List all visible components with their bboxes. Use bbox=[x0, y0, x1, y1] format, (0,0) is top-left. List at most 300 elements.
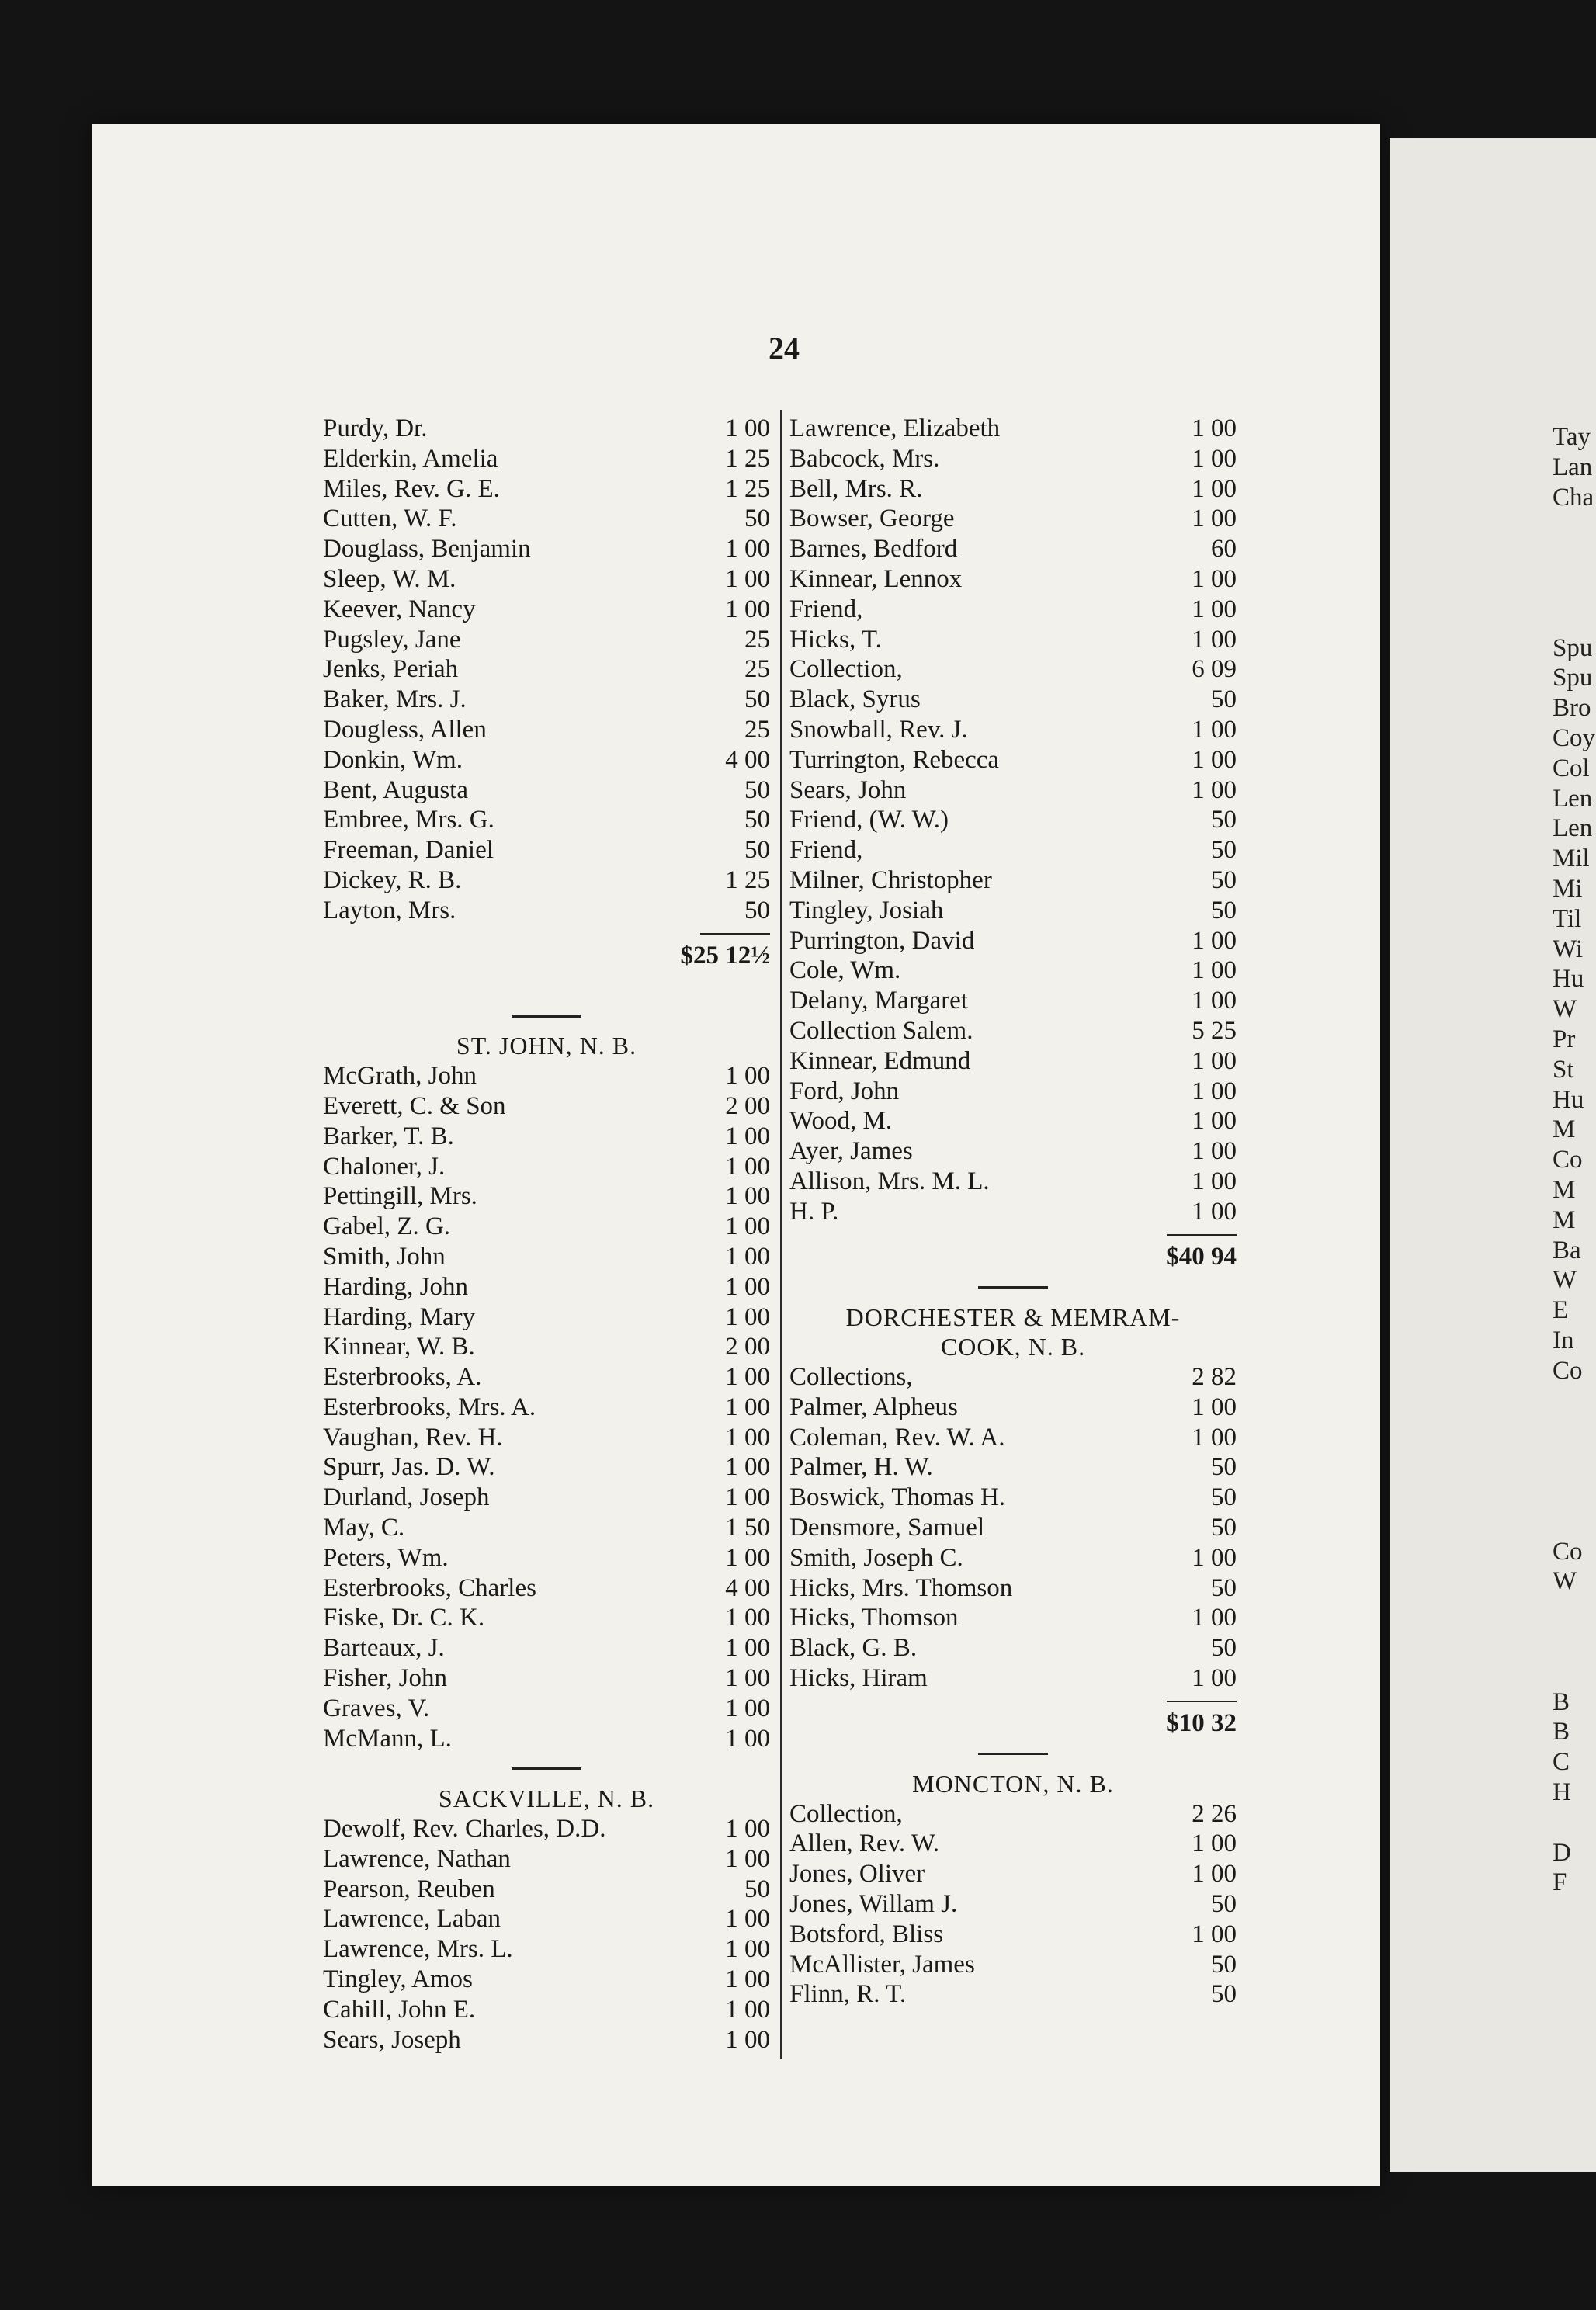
entry-amount: 1 00 bbox=[1192, 414, 1237, 442]
entry-amount: 50 bbox=[744, 685, 770, 714]
entry-amount: 1 00 bbox=[1192, 956, 1237, 985]
list-item bbox=[323, 1995, 770, 2025]
list-item bbox=[789, 1106, 1237, 1136]
adjacent-page-fragment: B bbox=[1553, 1718, 1570, 1746]
section-divider bbox=[789, 1272, 1237, 1302]
list-item bbox=[789, 1859, 1237, 1889]
list-item bbox=[323, 414, 770, 444]
page-number: 24 bbox=[769, 331, 800, 366]
entry-name: Tingley, Josiah bbox=[789, 896, 944, 924]
list-item bbox=[323, 1814, 770, 1844]
entry-name: Sears, John bbox=[789, 775, 907, 804]
adjacent-page-fragment: St bbox=[1553, 1055, 1574, 1084]
entry-amount: 50 bbox=[1211, 865, 1237, 894]
list-item bbox=[323, 1362, 770, 1393]
list-item bbox=[789, 1423, 1237, 1453]
entry-name: Barnes, Bedford bbox=[789, 535, 958, 564]
entry-amount: 4 00 bbox=[725, 1573, 770, 1602]
entry-amount: 6 09 bbox=[1192, 655, 1237, 684]
entry-name: Black, G. B. bbox=[789, 1634, 918, 1663]
entry-name: Harding, John bbox=[323, 1272, 468, 1301]
entry-amount: 25 bbox=[744, 625, 770, 654]
subtotal-rule bbox=[789, 1227, 1237, 1242]
entry-amount: 2 82 bbox=[1192, 1363, 1237, 1392]
entry-name: Vaughan, Rev. H. bbox=[323, 1423, 503, 1452]
adjacent-page-fragment: M bbox=[1553, 1176, 1576, 1204]
adjacent-page-fragment: Mil bbox=[1553, 845, 1590, 873]
entry-amount: 50 bbox=[744, 806, 770, 834]
entry-amount: 1 00 bbox=[1192, 926, 1237, 955]
adjacent-page-fragment: Col bbox=[1553, 754, 1590, 782]
entry-amount: 50 bbox=[1211, 685, 1237, 714]
entry-name: Black, Syrus bbox=[789, 685, 921, 714]
entry-amount: 50 bbox=[1211, 1950, 1237, 1979]
entry-amount: 1 00 bbox=[1192, 1664, 1237, 1693]
entry-amount: 1 00 bbox=[725, 564, 770, 593]
entry-amount: 1 00 bbox=[725, 1724, 770, 1753]
entry-amount: 50 bbox=[1211, 1980, 1237, 2009]
list-item bbox=[323, 1302, 770, 1333]
entry-amount: 1 00 bbox=[1192, 1393, 1237, 1421]
list-item bbox=[323, 1513, 770, 1543]
entry-name: Lawrence, Laban bbox=[323, 1905, 501, 1934]
entry-name: Smith, Joseph C. bbox=[789, 1543, 963, 1572]
list-item bbox=[323, 1573, 770, 1604]
list-item bbox=[323, 1603, 770, 1633]
entry-name: Esterbrooks, Mrs. A. bbox=[323, 1393, 536, 1421]
list-item bbox=[323, 534, 770, 564]
entry-name: Peters, Wm. bbox=[323, 1543, 449, 1572]
entry-name: Bent, Augusta bbox=[323, 775, 468, 804]
adjacent-page-fragment: E bbox=[1553, 1296, 1569, 1325]
list-item bbox=[789, 1483, 1237, 1513]
adjacent-page-fragment: Spu bbox=[1553, 633, 1593, 662]
list-item bbox=[789, 1077, 1237, 1107]
list-item bbox=[323, 564, 770, 595]
spacer bbox=[323, 971, 770, 1001]
entry-name: Lawrence, Nathan bbox=[323, 1844, 511, 1873]
adjacent-page-fragment: Len bbox=[1553, 784, 1593, 813]
adjacent-page-fragment: Hu bbox=[1553, 1085, 1584, 1114]
list-item bbox=[789, 775, 1237, 806]
list-item bbox=[323, 595, 770, 625]
list-item bbox=[789, 926, 1237, 956]
adjacent-page-fragment: D bbox=[1553, 1838, 1571, 1867]
adjacent-page-fragment: In bbox=[1553, 1327, 1574, 1354]
adjacent-page-fragment: Cha bbox=[1553, 483, 1594, 512]
entry-name: Fisher, John bbox=[323, 1664, 448, 1693]
entry-name: Wood, M. bbox=[789, 1107, 893, 1136]
list-item bbox=[789, 1167, 1237, 1197]
entry-name: Pugsley, Jane bbox=[323, 625, 461, 654]
list-item bbox=[323, 474, 770, 505]
entry-amount: 50 bbox=[744, 836, 770, 865]
list-item bbox=[323, 896, 770, 926]
entry-name: Durland, Joseph bbox=[323, 1483, 490, 1512]
list-item bbox=[789, 1362, 1237, 1393]
entry-name: Palmer, Alpheus bbox=[789, 1393, 958, 1421]
list-item bbox=[789, 414, 1237, 444]
entry-name: Gabel, Z. G. bbox=[323, 1212, 451, 1241]
adjacent-page-fragment: Mi bbox=[1553, 875, 1583, 903]
entry-amount: 1 00 bbox=[725, 1543, 770, 1572]
list-item bbox=[789, 595, 1237, 625]
entry-amount: 50 bbox=[1211, 1483, 1237, 1512]
entry-amount: 1 25 bbox=[725, 474, 770, 503]
list-item bbox=[323, 1663, 770, 1694]
list-item bbox=[323, 1181, 770, 1212]
entry-name: Barteaux, J. bbox=[323, 1634, 445, 1663]
entry-amount: 1 00 bbox=[1192, 1423, 1237, 1452]
entry-name: Hicks, Hiram bbox=[789, 1664, 928, 1693]
entry-amount: 2 00 bbox=[725, 1091, 770, 1120]
list-item bbox=[789, 1889, 1237, 1920]
list-item bbox=[323, 1091, 770, 1122]
list-item bbox=[789, 1452, 1237, 1483]
adjacent-page-fragment: W bbox=[1553, 995, 1577, 1024]
list-item bbox=[789, 1829, 1237, 1859]
left-group1-list bbox=[323, 414, 770, 926]
adjacent-page-fragment: M bbox=[1553, 1115, 1576, 1144]
moncton-list bbox=[789, 1799, 1237, 2010]
entry-name: Layton, Mrs. bbox=[323, 896, 456, 924]
list-item bbox=[789, 1543, 1237, 1573]
list-item bbox=[323, 1904, 770, 1934]
entry-name: Keever, Nancy bbox=[323, 595, 476, 623]
entry-name: Babcock, Mrs. bbox=[789, 444, 940, 473]
entry-name: Botsford, Bliss bbox=[789, 1920, 944, 1948]
list-item bbox=[323, 1272, 770, 1302]
list-item bbox=[789, 1979, 1237, 2010]
list-item bbox=[789, 986, 1237, 1016]
list-item bbox=[323, 805, 770, 835]
entry-amount: 2 26 bbox=[1192, 1799, 1237, 1828]
list-item bbox=[323, 1965, 770, 1995]
list-item bbox=[323, 715, 770, 745]
list-item bbox=[789, 625, 1237, 655]
list-item bbox=[323, 1483, 770, 1513]
st-john-heading: ST. JOHN, N. B. bbox=[456, 1032, 637, 1060]
entry-amount: 50 bbox=[1211, 1634, 1237, 1663]
entry-amount: 1 00 bbox=[1192, 1543, 1237, 1572]
adjacent-page-fragment: C bbox=[1553, 1748, 1570, 1777]
adjacent-page-fragment: Hu bbox=[1553, 965, 1584, 994]
entry-amount: 1 00 bbox=[1192, 1167, 1237, 1195]
list-item bbox=[323, 865, 770, 896]
entry-name: Friend, bbox=[789, 836, 863, 865]
entry-name: Tingley, Amos bbox=[323, 1965, 473, 1994]
entry-amount: 1 00 bbox=[725, 1062, 770, 1091]
list-item bbox=[789, 504, 1237, 534]
adjacent-page-fragment: Len bbox=[1553, 814, 1593, 843]
list-item bbox=[323, 1242, 770, 1272]
adjacent-page-fragment: Co bbox=[1553, 1146, 1583, 1174]
list-item bbox=[323, 504, 770, 534]
entry-name: Allison, Mrs. M. L. bbox=[789, 1167, 990, 1195]
entry-amount: 1 00 bbox=[725, 1844, 770, 1873]
entry-amount: 1 00 bbox=[1192, 474, 1237, 503]
entry-amount: 1 00 bbox=[725, 1483, 770, 1512]
subtotal-rule bbox=[789, 1694, 1237, 1708]
entry-amount: 50 bbox=[1211, 1573, 1237, 1602]
subtotal-rule bbox=[323, 926, 770, 941]
sackville-heading: SACKVILLE, N. B. bbox=[438, 1785, 655, 1813]
entry-name: Everett, C. & Son bbox=[323, 1091, 506, 1120]
entry-name: Bowser, George bbox=[789, 505, 955, 533]
entry-amount: 1 00 bbox=[1192, 1077, 1237, 1105]
entry-amount: 50 bbox=[744, 896, 770, 924]
adjacent-page-fragment: Pr bbox=[1553, 1025, 1576, 1053]
list-item bbox=[789, 1393, 1237, 1423]
entry-amount: 1 25 bbox=[725, 444, 770, 473]
list-item bbox=[323, 835, 770, 865]
entry-name: Miles, Rev. G. E. bbox=[323, 474, 500, 503]
entry-amount: 1 00 bbox=[1192, 1107, 1237, 1136]
list-item bbox=[789, 1799, 1237, 1830]
adjacent-page-fragment: Tay bbox=[1553, 423, 1591, 451]
list-item bbox=[323, 1423, 770, 1453]
left-column bbox=[323, 414, 770, 2055]
entry-name: Jenks, Periah bbox=[323, 655, 459, 684]
dorchester-total: $10 32 bbox=[1166, 1709, 1237, 1738]
list-item bbox=[789, 865, 1237, 896]
list-item bbox=[323, 1152, 770, 1182]
entry-amount: 1 00 bbox=[725, 1453, 770, 1482]
entry-name: Ford, John bbox=[789, 1077, 900, 1105]
entry-name: Dewolf, Rev. Charles, D.D. bbox=[323, 1815, 606, 1843]
entry-amount: 1 25 bbox=[725, 865, 770, 894]
list-item bbox=[323, 654, 770, 685]
entry-name: Kinnear, W. B. bbox=[323, 1333, 475, 1361]
right-group1-list bbox=[789, 414, 1237, 1227]
entry-name: Elderkin, Amelia bbox=[323, 444, 498, 473]
entry-amount: 50 bbox=[1211, 896, 1237, 924]
entry-name: Cole, Wm. bbox=[789, 956, 901, 985]
entry-amount: 25 bbox=[744, 655, 770, 684]
list-item bbox=[323, 625, 770, 655]
entry-amount: 1 00 bbox=[725, 595, 770, 623]
entry-amount: 1 00 bbox=[1192, 505, 1237, 533]
adjacent-page-fragment: Til bbox=[1553, 904, 1582, 933]
entry-name: May, C. bbox=[323, 1514, 405, 1542]
section-divider bbox=[789, 1739, 1237, 1769]
list-item bbox=[789, 1197, 1237, 1227]
list-item bbox=[789, 685, 1237, 715]
entry-name: Collection, bbox=[789, 1799, 903, 1828]
entry-name: Collection Salem. bbox=[789, 1016, 973, 1045]
adjacent-page-fragment: Coy bbox=[1553, 724, 1596, 752]
section-divider bbox=[323, 1001, 770, 1032]
entry-name: Barker, T. B. bbox=[323, 1122, 454, 1150]
entry-amount: 1 00 bbox=[725, 535, 770, 564]
entry-name: Chaloner, J. bbox=[323, 1152, 446, 1181]
entry-amount: 1 00 bbox=[1192, 444, 1237, 473]
list-item bbox=[789, 534, 1237, 564]
adjacent-page-edge bbox=[1390, 138, 1596, 2172]
entry-name: Sears, Joseph bbox=[323, 2025, 461, 2054]
entry-amount: 1 00 bbox=[1192, 715, 1237, 744]
entry-name: Jones, Oliver bbox=[789, 1860, 925, 1889]
entry-name: Boswick, Thomas H. bbox=[789, 1483, 1006, 1512]
entry-amount: 1 00 bbox=[1192, 1920, 1237, 1948]
list-item bbox=[323, 685, 770, 715]
entry-amount: 1 00 bbox=[1192, 745, 1237, 774]
entry-name: Lawrence, Elizabeth bbox=[789, 414, 1001, 442]
entry-amount: 50 bbox=[1211, 1514, 1237, 1542]
entry-name: Flinn, R. T. bbox=[789, 1980, 907, 2009]
st-john-list bbox=[323, 1061, 770, 1753]
list-item bbox=[789, 654, 1237, 685]
sackville-list bbox=[323, 1814, 770, 2055]
entry-amount: 1 00 bbox=[1192, 1197, 1237, 1226]
list-item bbox=[789, 444, 1237, 474]
entry-amount: 1 00 bbox=[725, 1935, 770, 1964]
list-item bbox=[789, 1573, 1237, 1604]
entry-name: Kinnear, Lennox bbox=[789, 564, 963, 593]
list-item bbox=[789, 474, 1237, 505]
entry-name: Lawrence, Mrs. L. bbox=[323, 1935, 513, 1964]
entry-amount: 1 00 bbox=[725, 1182, 770, 1211]
list-item bbox=[789, 715, 1237, 745]
list-item bbox=[323, 1875, 770, 1905]
entry-amount: 50 bbox=[744, 505, 770, 533]
entry-amount: 1 00 bbox=[725, 1363, 770, 1392]
entry-name: Hicks, Thomson bbox=[789, 1604, 959, 1632]
entry-amount: 1 00 bbox=[1192, 625, 1237, 654]
dorchester-heading-line2: COOK, N. B. bbox=[940, 1333, 1086, 1361]
entry-amount: 1 00 bbox=[725, 1393, 770, 1421]
list-item bbox=[323, 2025, 770, 2055]
list-item bbox=[323, 1061, 770, 1091]
entry-amount: 1 00 bbox=[1192, 595, 1237, 623]
entry-name: McMann, L. bbox=[323, 1724, 452, 1753]
entry-name: Fiske, Dr. C. K. bbox=[323, 1604, 485, 1632]
entry-amount: 1 00 bbox=[725, 2025, 770, 2054]
list-item bbox=[789, 564, 1237, 595]
entry-name: Embree, Mrs. G. bbox=[323, 806, 494, 834]
entry-amount: 1 50 bbox=[725, 1514, 770, 1542]
entry-amount: 1 00 bbox=[725, 1995, 770, 2024]
entry-amount: 1 00 bbox=[725, 1694, 770, 1722]
list-item bbox=[323, 1724, 770, 1754]
entry-name: Sleep, W. M. bbox=[323, 564, 456, 593]
entry-name: Milner, Christopher bbox=[789, 865, 992, 894]
entry-amount: 50 bbox=[1211, 836, 1237, 865]
entry-name: Pettingill, Mrs. bbox=[323, 1182, 477, 1211]
entry-name: Palmer, H. W. bbox=[789, 1453, 933, 1482]
dorchester-list bbox=[789, 1362, 1237, 1694]
entry-name: Douglass, Benjamin bbox=[323, 535, 531, 564]
entry-amount: 1 00 bbox=[1192, 1604, 1237, 1632]
entry-amount: 1 00 bbox=[725, 1242, 770, 1271]
entry-name: McGrath, John bbox=[323, 1062, 477, 1091]
list-item bbox=[789, 956, 1237, 986]
entry-name: McAllister, James bbox=[789, 1950, 975, 1979]
list-item bbox=[323, 1694, 770, 1724]
list-item bbox=[789, 896, 1237, 926]
entry-amount: 1 00 bbox=[1192, 775, 1237, 804]
entry-amount: 4 00 bbox=[725, 745, 770, 774]
entry-name: Allen, Rev. W. bbox=[789, 1830, 940, 1858]
entry-amount: 50 bbox=[1211, 1890, 1237, 1919]
entry-name: Purrington, David bbox=[789, 926, 975, 955]
entry-name: Smith, John bbox=[323, 1242, 446, 1271]
adjacent-page-fragment: M bbox=[1553, 1205, 1576, 1234]
entry-amount: 1 00 bbox=[725, 1423, 770, 1452]
list-item bbox=[789, 1603, 1237, 1633]
list-item bbox=[323, 745, 770, 775]
list-item bbox=[789, 1633, 1237, 1663]
list-item bbox=[323, 1934, 770, 1965]
list-item bbox=[789, 1046, 1237, 1077]
entry-amount: 1 00 bbox=[725, 414, 770, 442]
entry-name: Densmore, Samuel bbox=[789, 1514, 985, 1542]
adjacent-page-fragment: Wi bbox=[1553, 935, 1583, 963]
list-item bbox=[789, 835, 1237, 865]
left-group1-total: $25 12½ bbox=[680, 941, 770, 969]
list-item bbox=[323, 1633, 770, 1663]
entry-name: Coleman, Rev. W. A. bbox=[789, 1423, 1005, 1452]
entry-amount: 60 bbox=[1211, 535, 1237, 564]
adjacent-page-fragment: W bbox=[1553, 1266, 1577, 1295]
adjacent-page-fragment: F bbox=[1553, 1868, 1567, 1897]
entry-amount: 1 00 bbox=[725, 1965, 770, 1994]
entry-name: H. P. bbox=[789, 1197, 839, 1226]
entry-amount: 1 00 bbox=[725, 1272, 770, 1301]
entry-name: Baker, Mrs. J. bbox=[323, 685, 467, 714]
adjacent-page-fragment: B bbox=[1553, 1687, 1570, 1716]
entry-amount: 1 00 bbox=[725, 1604, 770, 1632]
adjacent-page-fragment: W bbox=[1553, 1567, 1577, 1596]
entry-amount: 1 00 bbox=[1192, 564, 1237, 593]
entry-amount: 1 00 bbox=[725, 1905, 770, 1934]
section-divider bbox=[323, 1753, 770, 1784]
dorchester-heading bbox=[789, 1302, 1237, 1363]
entry-name: Ayer, James bbox=[789, 1137, 913, 1166]
entry-name: Kinnear, Edmund bbox=[789, 1046, 971, 1075]
entry-amount: 1 00 bbox=[725, 1634, 770, 1663]
entry-amount: 1 00 bbox=[1192, 1860, 1237, 1889]
adjacent-page-fragment: Lan bbox=[1553, 453, 1593, 481]
adjacent-page-fragment: H bbox=[1553, 1778, 1571, 1806]
entry-name: Dougless, Allen bbox=[323, 715, 487, 744]
entry-amount: 1 00 bbox=[725, 1664, 770, 1693]
entry-amount: 2 00 bbox=[725, 1333, 770, 1361]
list-item bbox=[323, 444, 770, 474]
adjacent-page-fragment: Bro bbox=[1553, 694, 1591, 723]
entry-name: Hicks, Mrs. Thomson bbox=[789, 1573, 1013, 1602]
column-divider bbox=[780, 410, 782, 2059]
list-item bbox=[323, 1844, 770, 1875]
list-item bbox=[323, 1332, 770, 1362]
entry-name: Snowball, Rev. J. bbox=[789, 715, 968, 744]
entry-amount: 1 00 bbox=[725, 1122, 770, 1150]
entry-amount: 1 00 bbox=[1192, 1137, 1237, 1166]
list-item bbox=[323, 775, 770, 806]
moncton-heading: MONCTON, N. B. bbox=[912, 1769, 1114, 1798]
entry-name: Dickey, R. B. bbox=[323, 865, 462, 894]
list-item bbox=[789, 1016, 1237, 1046]
right-column bbox=[789, 414, 1237, 2010]
list-item bbox=[789, 1136, 1237, 1167]
entry-name: Spurr, Jas. D. W. bbox=[323, 1453, 495, 1482]
entry-name: Freeman, Daniel bbox=[323, 836, 494, 865]
entry-amount: 50 bbox=[744, 775, 770, 804]
entry-name: Cutten, W. F. bbox=[323, 505, 457, 533]
list-item bbox=[789, 1513, 1237, 1543]
entry-name: Purdy, Dr. bbox=[323, 414, 428, 442]
entry-name: Delany, Margaret bbox=[789, 987, 968, 1015]
